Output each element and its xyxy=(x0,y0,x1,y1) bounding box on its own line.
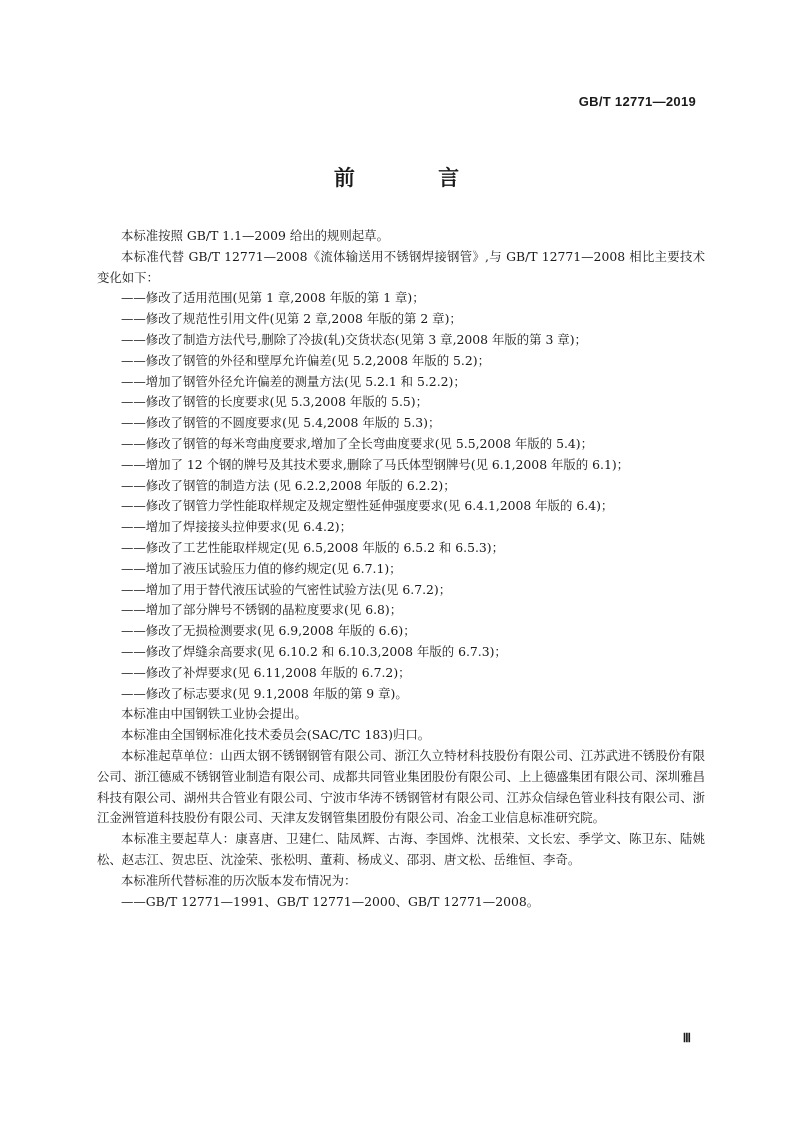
paragraph-replaces: 本标准代替 GB/T 12771—2008《流体输送用不锈钢焊接钢管》,与 GB/T 12771—2008 相比主要技术变化如下： xyxy=(97,248,705,285)
list-item: ——增加了 12 个钢的牌号及其技术要求,删除了马氏体型钢牌号(见 6.1,2008 年版的 6.1)； xyxy=(121,456,630,472)
history-item: ——GB/T 12771—1991、GB/T 12771—2000、GB/T 12771—2008。 xyxy=(121,893,540,909)
paragraph-under-jurisdiction: 本标准由全国钢标准化技术委员会(SAC/TC 183)归口。 xyxy=(121,727,431,743)
list-item: ——修改了适用范围(见第 1 章,2008 年版的第 1 章)； xyxy=(121,290,425,306)
paragraph-history-intro: 本标准所代替标准的历次版本发布情况为： xyxy=(121,872,357,888)
preface-body xyxy=(97,226,705,912)
list-item: ——修改了钢管的制造方法 (见 6.2.2,2008 年版的 6.2.2)； xyxy=(121,477,456,493)
paragraph-proposed-by: 本标准由中国钢铁工业协会提出。 xyxy=(121,706,307,722)
list-item: ——修改了无损检测要求(见 6.9,2008 年版的 6.6)； xyxy=(121,623,416,639)
list-item: ——修改了标志要求(见 9.1,2008 年版的第 9 章)。 xyxy=(121,685,408,701)
changes-list xyxy=(97,288,705,704)
page-title: 前 言 xyxy=(333,166,498,190)
list-item: ——增加了用于替代液压试验的气密性试验方法(见 6.7.2)； xyxy=(121,581,452,597)
list-item: ——修改了制造方法代号,删除了冷拔(轧)交货状态(见第 3 章,2008 年版的第 3 章)； xyxy=(121,331,587,347)
list-item: ——修改了钢管的外径和壁厚允许偏差(见 5.2,2008 年版的 5.2)； xyxy=(121,352,490,368)
list-item: ——修改了钢管的不圆度要求(见 5.4,2008 年版的 5.3)； xyxy=(121,415,441,431)
standard-number: GB/T 12771—2019 xyxy=(578,94,696,109)
list-item: ——增加了钢管外径允许偏差的测量方法(见 5.2.1 和 5.2.2)； xyxy=(121,373,466,389)
list-item: ——增加了焊接接头拉伸要求(见 6.4.2)； xyxy=(121,519,352,535)
paragraph-drafting-rules: 本标准按照 GB/T 1.1—2009 给出的规则起草。 xyxy=(121,228,389,243)
list-item: ——修改了钢管力学性能取样规定及规定塑性延伸强度要求(见 6.4.1,2008 年版的 6.4)； xyxy=(121,498,614,514)
list-item: ——修改了焊缝余高要求(见 6.10.2 和 6.10.3,2008 年版的 6.7.3)； xyxy=(121,643,507,659)
list-item: ——修改了钢管的每米弯曲度要求,增加了全长弯曲度要求(见 5.5,2008 年版的 5.4)； xyxy=(121,435,594,451)
paragraph-drafting-organizations: 本标准起草单位：山西太钢不锈钢钢管有限公司、浙江久立特材科技股份有限公司、江苏武进不锈股份有限公司、浙江德威不锈钢管业制造有限公司、成都共同管业集团股份有限公司、上上德盛集团有限公司、深圳雅昌科技有限公司、湖州共合管业有限公司、宁波市华涛不锈钢管材有限公司、江苏众信绿色管业科技有限公司、浙江金洲管道科技股份有限公司、天津友发钢管集团股份有限公司、冶金工业信息标准研究院。 xyxy=(97,747,705,826)
list-item: ——增加了液压试验压力值的修约规定(见 6.7.1)； xyxy=(121,560,402,576)
list-item: ——增加了部分牌号不锈钢的晶粒度要求(见 6.8)； xyxy=(121,602,403,618)
paragraph-drafters: 本标准主要起草人：康喜唐、卫建仁、陆凤辉、古海、李国烨、沈根荣、文长宏、季学文、陈卫东、陆姚松、赵志江、贺忠臣、沈淦荣、张松明、董莉、杨成义、邵羽、唐文松、岳维恒、李奇。 xyxy=(97,831,705,867)
list-item: ——修改了补焊要求(见 6.11,2008 年版的 6.7.2)； xyxy=(121,664,411,680)
list-item: ——修改了规范性引用文件(见第 2 章,2008 年版的第 2 章)； xyxy=(121,311,462,327)
list-item: ——修改了工艺性能取样规定(见 6.5,2008 年版的 6.5.2 和 6.5.3)； xyxy=(121,539,505,555)
page-number: Ⅲ xyxy=(682,1031,691,1045)
list-item: ——修改了钢管的长度要求(见 5.3,2008 年版的 5.5)； xyxy=(121,394,429,410)
